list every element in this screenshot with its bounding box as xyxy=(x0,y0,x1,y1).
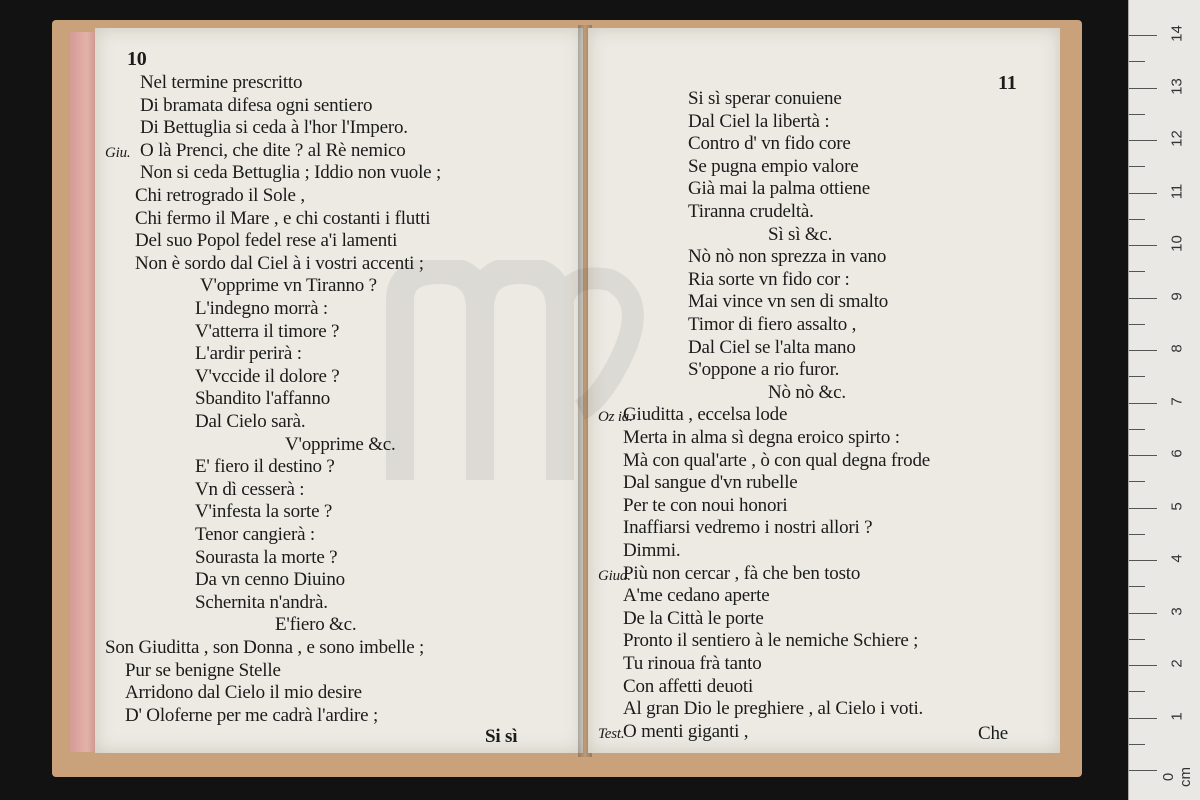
ruler-label: 6 xyxy=(1168,449,1186,458)
verse-line xyxy=(768,382,846,404)
verse-line xyxy=(195,456,335,478)
verse-line xyxy=(195,501,332,523)
verse-text: V'infesta la sorte ? xyxy=(195,501,333,523)
ruler-tick xyxy=(1129,534,1145,535)
verse-text: Giuditta , eccelsa lode xyxy=(623,404,788,426)
verse-text: Più non cercar , fà che ben tosto xyxy=(623,562,861,584)
verse-text: Ria sorte vn fido cor : xyxy=(688,268,850,290)
verse-line xyxy=(140,95,372,117)
verse-line xyxy=(688,246,886,268)
ruler-tick xyxy=(1129,744,1145,745)
verse-text: Mai vince vn sen di smalto xyxy=(688,291,889,313)
verse-line xyxy=(285,434,396,456)
verse-text: Mà con qual'arte , ò con qual degna frode xyxy=(623,449,931,471)
verse-text: Dal Ciel se l'alta mano xyxy=(688,336,856,358)
verse-text: Dal Ciel la libertà : xyxy=(688,110,830,132)
verse-text: Schernita n'andrà. xyxy=(195,591,328,613)
speaker-label: Giu. xyxy=(105,144,131,161)
verse-line xyxy=(623,585,769,607)
measurement-ruler xyxy=(1128,0,1200,800)
verse-line xyxy=(768,224,832,246)
ruler-tick xyxy=(1129,691,1145,692)
ruler-tick xyxy=(1129,665,1157,666)
verse-text: Chi fermo il Mare , e chi costanti i flutti xyxy=(135,207,431,229)
verse-line xyxy=(623,653,762,675)
verse-line xyxy=(125,682,362,704)
verse-text: V'opprime &c. xyxy=(285,433,396,455)
verse-line xyxy=(623,427,900,449)
verse-text: Son Giuditta , son Donna , e sono imbelle ; xyxy=(105,637,425,658)
verse-text: Sì sì &c. xyxy=(768,223,833,245)
verse-text: V'vccide il dolore ? xyxy=(195,365,340,387)
verse-text: Nò nò &c. xyxy=(768,381,846,403)
verse-text: V'atterra il timore ? xyxy=(195,320,340,342)
verse-text: Sbandito l'affanno xyxy=(195,388,331,410)
ruler-tick xyxy=(1129,481,1145,482)
verse-line xyxy=(135,208,430,230)
verse-text: V'opprime vn Tiranno ? xyxy=(200,275,377,297)
verse-text: E'fiero &c. xyxy=(275,614,357,636)
verse-text: Di bramata difesa ogni sentiero xyxy=(140,94,373,116)
verse-line xyxy=(688,88,842,110)
verse-text: E' fiero il destino ? xyxy=(195,456,335,478)
verse-text: Inaffiarsi vedremo i nostri allori ? xyxy=(623,517,873,539)
verse-text: Se pugna empio valore xyxy=(688,155,859,177)
ruler-tick xyxy=(1129,324,1145,325)
ruler-tick xyxy=(1129,770,1157,771)
verse-text: Pur se benigne Stelle xyxy=(125,659,281,681)
verse-line xyxy=(195,298,328,320)
ruler-tick xyxy=(1129,376,1145,377)
speaker-label: Giud. xyxy=(598,567,631,584)
ruler-tick xyxy=(1129,35,1157,36)
verse-text: Di Bettuglia si ceda à l'hor l'Impero. xyxy=(140,117,408,139)
verse-text: Nò nò non sprezza in vano xyxy=(688,246,887,268)
verse-text: Tu rinoua frà tanto xyxy=(623,653,762,674)
verse-line xyxy=(688,314,856,336)
verse-line xyxy=(598,404,788,426)
left-page xyxy=(95,28,583,753)
verse-line xyxy=(688,201,814,223)
verse-text: D' Oloferne per me cadrà l'ardire ; xyxy=(125,704,379,726)
ruler-tick xyxy=(1129,88,1157,89)
verse-text: L'indegno morrà : xyxy=(195,298,328,319)
verse-line xyxy=(140,162,441,184)
verse-line xyxy=(623,472,798,494)
verse-line xyxy=(623,698,923,720)
verse-line xyxy=(623,495,787,517)
ruler-label: 2 xyxy=(1168,659,1186,668)
ruler-tick xyxy=(1129,271,1145,272)
ruler-tick xyxy=(1129,140,1157,141)
ruler-tick xyxy=(1129,560,1157,561)
verse-line xyxy=(688,156,858,178)
verse-line xyxy=(598,562,861,585)
verse-text: Sourasta la morte ? xyxy=(195,546,338,568)
verse-text: L'ardir perirà : xyxy=(195,343,302,365)
verse-text: Dimmi. xyxy=(623,540,681,561)
catchword: Che xyxy=(978,723,1009,744)
verse-text: Tenor cangierà : xyxy=(195,524,315,545)
ruler-tick xyxy=(1129,403,1157,404)
ruler-label: 10 xyxy=(1168,235,1186,252)
verse-line xyxy=(135,185,305,207)
verse-text: S'oppone a rio furor. xyxy=(688,359,840,381)
verse-text: Dal sangue d'vn rubelle xyxy=(623,472,798,494)
catchword: Si sì xyxy=(485,726,518,747)
verse-line xyxy=(195,411,305,433)
ruler-label: 9 xyxy=(1168,291,1186,301)
verse-text: Con affetti deuoti xyxy=(623,675,754,697)
verse-line xyxy=(195,569,345,591)
verse-text: Nel termine prescritto xyxy=(140,72,303,93)
ruler-label: 3 xyxy=(1168,606,1186,616)
verse-line xyxy=(623,540,680,562)
ruler-label: 11 xyxy=(1168,183,1186,199)
ruler-label: 12 xyxy=(1168,130,1186,147)
verse-text: O menti giganti , xyxy=(623,720,749,742)
verse-text: Tiranna crudeltà. xyxy=(688,201,814,222)
verse-line xyxy=(140,117,408,139)
ruler-tick xyxy=(1129,718,1157,719)
ruler-tick xyxy=(1129,350,1157,351)
verse-text: Del suo Popol fedel rese a'i lamenti xyxy=(135,230,398,252)
page-number: 11 xyxy=(998,72,1017,94)
verse-text: Timor di fiero assalto , xyxy=(688,314,857,335)
page-edge xyxy=(70,32,98,752)
ruler-label: 8 xyxy=(1168,344,1186,353)
verse-line xyxy=(195,592,328,614)
verse-text: A'me cedano aperte xyxy=(623,585,770,607)
verse-line xyxy=(125,705,378,727)
ruler-tick xyxy=(1129,455,1157,456)
verse-line xyxy=(195,388,330,410)
verse-text: De la Città le porte xyxy=(623,607,764,629)
verse-line xyxy=(195,479,304,501)
ruler-tick xyxy=(1129,219,1145,220)
verse-line xyxy=(200,275,377,297)
verse-line xyxy=(688,269,850,291)
verse-line xyxy=(688,133,851,155)
verse-line xyxy=(688,291,888,313)
ruler-label: 1 xyxy=(1168,711,1186,721)
verse-text: O là Prenci, che dite ? al Rè nemico xyxy=(140,139,406,161)
verse-line xyxy=(623,450,930,472)
ruler-tick xyxy=(1129,298,1157,299)
ruler-label: 5 xyxy=(1168,501,1186,511)
verse-line xyxy=(623,517,872,539)
ruler-tick xyxy=(1129,613,1157,614)
verse-text: Merta in alma sì degna eroico spirto : xyxy=(623,427,900,448)
verse-line xyxy=(688,111,829,133)
ruler-tick xyxy=(1129,586,1145,587)
verse-text: Dal Cielo sarà. xyxy=(195,411,306,432)
ruler-tick xyxy=(1129,61,1145,62)
verse-text: Al gran Dio le preghiere , al Cielo i voti. xyxy=(623,698,924,720)
verse-line xyxy=(195,343,302,365)
speaker-label: Test. xyxy=(598,725,625,742)
verse-line xyxy=(688,178,870,200)
verse-line xyxy=(598,720,749,743)
verse-line xyxy=(135,253,424,275)
verse-text: Vn dì cesserà : xyxy=(195,478,305,500)
ruler-tick xyxy=(1129,508,1157,509)
verse-text: Pronto il sentiero à le nemiche Schiere ; xyxy=(623,630,919,652)
verse-line xyxy=(688,359,839,381)
ruler-tick xyxy=(1129,193,1157,194)
right-page xyxy=(588,28,1060,753)
ruler-tick xyxy=(1129,245,1157,246)
ruler-label: 0 cm xyxy=(1160,767,1194,787)
verse-text: Già mai la palma ottiene xyxy=(688,178,870,200)
ruler-tick xyxy=(1129,114,1145,115)
verse-text: Chi retrogrado il Sole , xyxy=(135,185,305,206)
ruler-tick xyxy=(1129,166,1145,167)
verse-text: Contro d' vn fido core xyxy=(688,133,851,155)
verse-line xyxy=(623,608,764,630)
ruler-label: 13 xyxy=(1168,77,1186,95)
verse-text: Si sì sperar conuiene xyxy=(688,88,842,109)
ruler-tick xyxy=(1129,429,1145,430)
verse-line xyxy=(105,637,424,659)
verse-line xyxy=(195,321,339,343)
verse-text: Per te con noui honori xyxy=(623,494,788,516)
verse-line xyxy=(135,230,397,252)
verse-line xyxy=(688,337,856,359)
ruler-tick xyxy=(1129,639,1145,640)
verse-line xyxy=(105,139,406,162)
verse-text: Arridono dal Cielo il mio desire xyxy=(125,682,362,704)
verse-text: Non è sordo dal Ciel à i vostri accenti ; xyxy=(135,252,424,274)
speaker-label: Oz ia. xyxy=(598,409,633,426)
verse-text: Da vn cenno Diuino xyxy=(195,569,345,591)
verse-line xyxy=(623,676,753,698)
verse-line xyxy=(275,614,356,636)
verse-text: Non si ceda Bettuglia ; Iddio non vuole ; xyxy=(140,162,442,184)
ruler-label: 7 xyxy=(1168,396,1186,406)
ruler-label: 14 xyxy=(1168,25,1186,42)
ruler-label: 4 xyxy=(1168,554,1186,563)
verse-line xyxy=(623,630,918,652)
verse-line xyxy=(195,366,340,388)
verse-line xyxy=(140,72,302,94)
page-number: 10 xyxy=(127,48,147,70)
verse-line xyxy=(195,547,337,569)
verse-line xyxy=(125,660,281,682)
verse-line xyxy=(195,524,315,546)
